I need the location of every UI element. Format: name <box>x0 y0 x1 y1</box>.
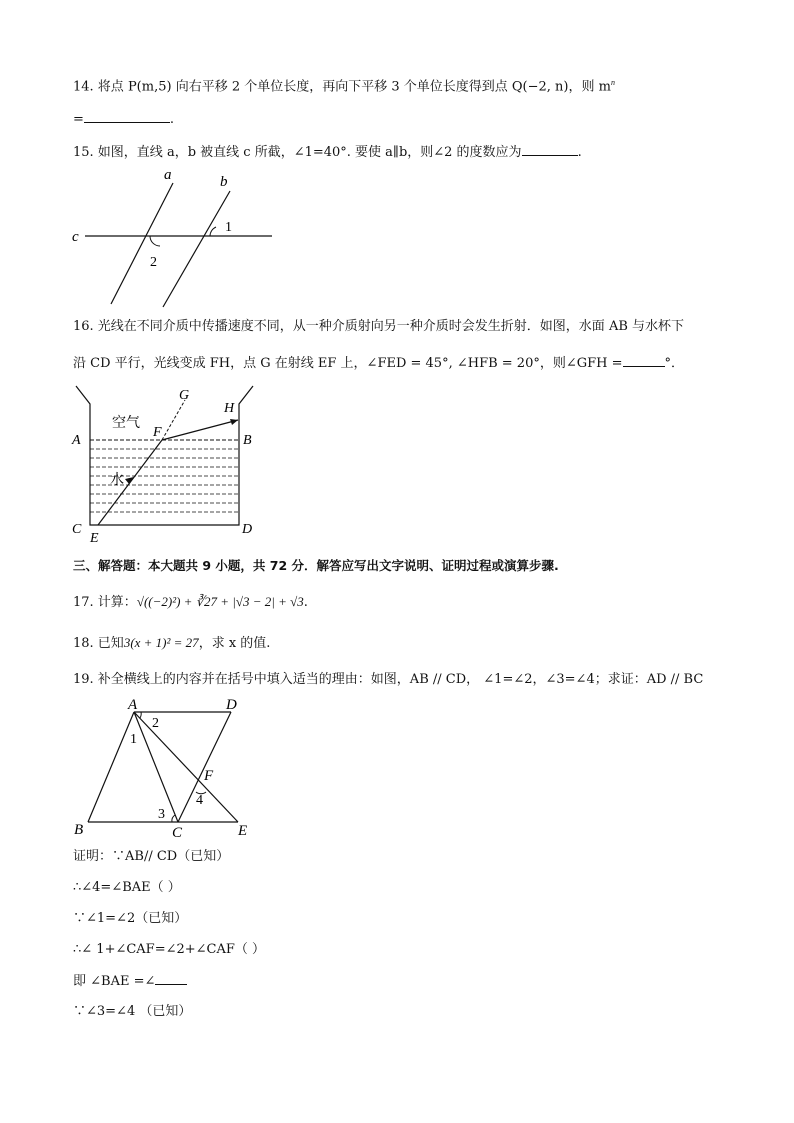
label-C: C <box>72 522 82 537</box>
proof-answer-blank[interactable] <box>155 972 187 985</box>
q17-text: 17. 计算：√((−2)²) + ∛27 + |√3 − 2| + √3. <box>73 594 308 610</box>
label-2: 2 <box>152 716 159 731</box>
q14-line1: 14. 将点 P(m,5) 向右平移 2 个单位长度，再向下平移 3 个单位长度得到点 Q(−2, n)，则 $m^n$ <box>73 78 615 95</box>
q17-expression: √((−2)²) + ∛27 + |√3 − 2| + √3 <box>136 594 304 609</box>
label-4: 4 <box>196 793 203 808</box>
label-a: a <box>164 167 172 183</box>
q16-answer-blank[interactable] <box>623 354 665 367</box>
q15-answer-blank[interactable] <box>522 143 578 156</box>
proof-line-2: ∴∠4=∠BAE（ ） <box>73 880 181 895</box>
q16-figure <box>62 382 272 547</box>
ray-FG <box>162 400 185 440</box>
proof-line-4: ∴∠ 1+∠CAF=∠2+∠CAF（ ） <box>73 942 266 957</box>
label-E: E <box>238 823 248 839</box>
ray-FH <box>162 420 238 440</box>
label-b: b <box>220 174 228 190</box>
segment-AB <box>88 712 134 822</box>
label-F: F <box>204 768 214 784</box>
angle-2-arc <box>150 236 160 246</box>
label-c: c <box>72 229 79 245</box>
q18-text: 18. 已知3(x + 1)² = 27，求 x 的值. <box>73 635 271 651</box>
section-3-header: 三、解答题：本大题共 9 小题，共 72 分．解答应写出文字说明、证明过程或演算步骤. <box>73 558 559 573</box>
label-1: 1 <box>130 732 137 747</box>
q19-figure <box>66 692 266 842</box>
proof-line-1: 证明：∵AB// CD（已知） <box>73 849 230 864</box>
line-a <box>111 183 173 304</box>
label-D: D <box>242 522 253 537</box>
label-water: 水 <box>110 473 124 488</box>
angle-1-arc <box>210 227 216 236</box>
label-B: B <box>243 433 252 448</box>
label-H: H <box>224 401 235 416</box>
q18-equation: 3(x + 1)² = 27 <box>123 635 199 650</box>
q15-text: 15. 如图，直线 a，b 被直线 c 所截，∠1=40°. 要使 a∥b，则∠2 的度数应为 . <box>73 145 582 160</box>
q19-text: 19. 补全横线上的内容并在括号中填入适当的理由：如图，AB // CD， ∠1=∠2，∠3=∠4；求证：AD // BC <box>73 672 704 687</box>
label-F: F <box>153 425 162 440</box>
proof-line-3: ∵∠1=∠2（已知） <box>73 911 188 926</box>
label-2: 2 <box>150 255 157 270</box>
line-b <box>163 191 230 307</box>
q14-answer-blank[interactable] <box>84 110 170 123</box>
label-air: 空气 <box>112 416 140 431</box>
label-A: A <box>128 697 138 713</box>
q14-superscript: n <box>610 78 615 87</box>
q14-line2: = . <box>73 112 175 127</box>
label-3: 3 <box>158 807 165 822</box>
q16-line1: 16. 光线在不同介质中传播速度不同，从一种介质射向另一种介质时会发生折射．如图，水面 AB 与水杯下 <box>73 319 685 334</box>
label-C: C <box>172 825 183 841</box>
proof-line-6: ∵∠3=∠4 （已知） <box>73 1004 192 1019</box>
proof-line-5: 即 ∠BAE =∠ <box>73 972 187 991</box>
label-A: A <box>72 433 81 448</box>
q15-figure <box>60 165 290 310</box>
label-G: G <box>179 388 190 403</box>
label-E: E <box>90 531 99 546</box>
label-B: B <box>74 822 84 838</box>
label-D: D <box>226 697 237 713</box>
q16-line2: 沿 CD 平行，光线变成 FH，点 G 在射线 EF 上，∠FED = 45°, ∠HFB = 20°，则∠GFH = °． <box>73 356 685 371</box>
label-1: 1 <box>225 220 232 235</box>
